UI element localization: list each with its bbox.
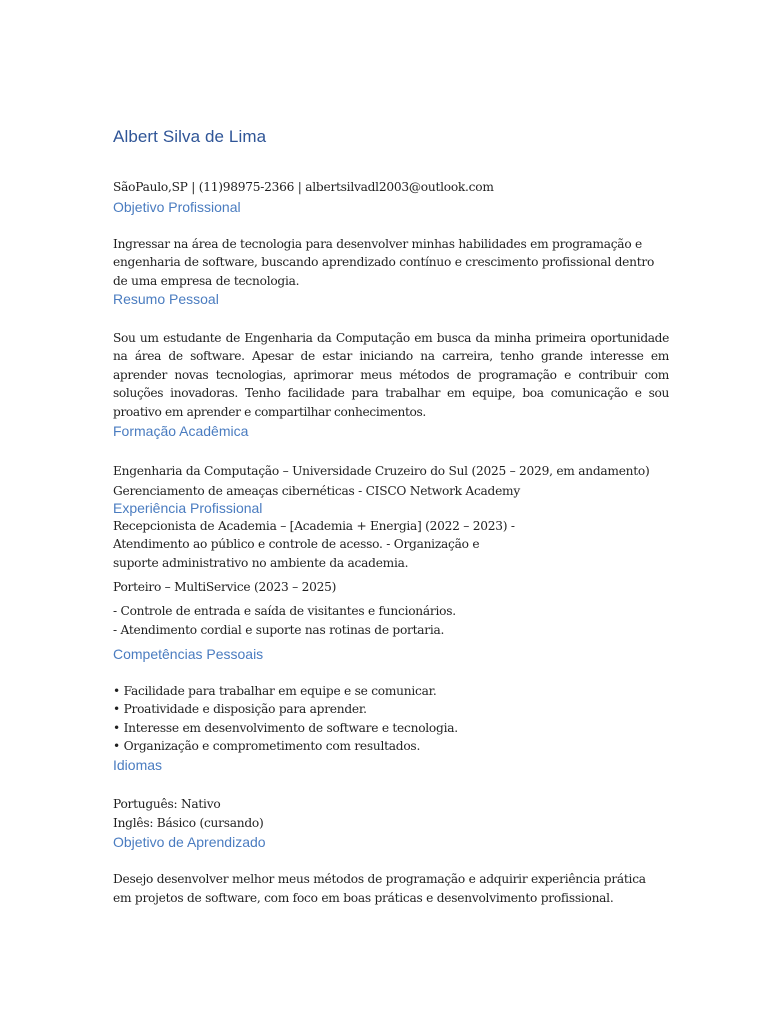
resumo-line: aprender novas tecnologias, aprimorar meus métodos de programação e contribuir com: [113, 367, 669, 382]
candidate-name: Albert Silva de Lima: [113, 127, 267, 146]
section-heading-competencias: Competências Pessoais: [113, 646, 264, 662]
job-2-line: - Controle de entrada e saída de visitantes e funcionários.: [113, 604, 456, 618]
contact-line: SãoPaulo,SP | (11)98975-2366 | albertsilvadl2003@outlook.com: [113, 180, 494, 194]
aprendizado-line: Desejo desenvolver melhor meus métodos de programação e adquirir experiência prática: [113, 872, 646, 886]
resumo-paragraph: [113, 329, 669, 421]
section-heading-aprendizado: Objetivo de Aprendizado: [113, 834, 266, 850]
competencia-item: • Facilidade para trabalhar em equipe e se comunicar.: [113, 684, 437, 698]
experiencia-job-2: [113, 602, 456, 640]
resumo-line: soluções inovadoras. Tenho facilidade para trabalhar em equipe, boa comunicação e sou: [113, 386, 669, 401]
job-1-line: Atendimento ao público e controle de acesso. - Organização e: [113, 537, 480, 552]
idioma-item: Português: Nativo: [113, 797, 221, 811]
objetivo-line: de uma empresa de tecnologia.: [113, 273, 300, 288]
section-heading-objetivo: Objetivo Profissional: [113, 199, 241, 215]
idioma-item: Inglês: Básico (cursando): [113, 816, 264, 830]
job-1-line: suporte administrativo no ambiente da academia.: [113, 555, 409, 570]
experiencia-job-1: [113, 517, 515, 572]
formacao-item: Engenharia da Computação – Universidade Cruzeiro do Sul (2025 – 2029, em andamento): [113, 464, 650, 478]
objetivo-line: engenharia de software, buscando aprendizado contínuo e crescimento profissional dentro: [113, 255, 655, 270]
objetivo-line: Ingressar na área de tecnologia para desenvolver minhas habilidades em programação e: [113, 237, 642, 251]
job-1-line: Recepcionista de Academia – [Academia + Energia] (2022 – 2023) -: [113, 519, 515, 533]
formacao-list: [113, 461, 650, 501]
competencia-item: • Interesse em desenvolvimento de software e tecnologia.: [113, 720, 458, 735]
resumo-line: proativo em aprender e compartilhar conhecimentos.: [113, 404, 426, 419]
competencia-item: • Organização e comprometimento com resultados.: [113, 739, 421, 754]
objetivo-paragraph: [113, 235, 654, 290]
idiomas-list: [113, 795, 264, 833]
competencia-item: • Proatividade e disposição para aprender.: [113, 702, 367, 717]
section-heading-resumo: Resumo Pessoal: [113, 291, 219, 307]
aprendizado-line: em projetos de software, com foco em boas práticas e desenvolvimento profissional.: [113, 891, 614, 905]
job-2-title: Porteiro – MultiService (2023 – 2025): [113, 580, 337, 594]
section-heading-formacao: Formação Acadêmica: [113, 423, 249, 439]
resumo-line: Sou um estudante de Engenharia da Computação em busca da minha primeira oportunidade: [113, 331, 669, 345]
competencias-list: [113, 682, 458, 756]
section-heading-idiomas: Idiomas: [113, 757, 163, 773]
resumo-line: na área de software. Apesar de estar iniciando na carreira, tenho grande interesse em: [113, 349, 669, 364]
job-2-line: - Atendimento cordial e suporte nas rotinas de portaria.: [113, 623, 445, 637]
section-heading-experiencia: Experiência Profissional: [113, 500, 263, 516]
aprendizado-paragraph: [113, 870, 646, 908]
formacao-item: Gerenciamento de ameaças cibernéticas - CISCO Network Academy: [113, 484, 521, 498]
